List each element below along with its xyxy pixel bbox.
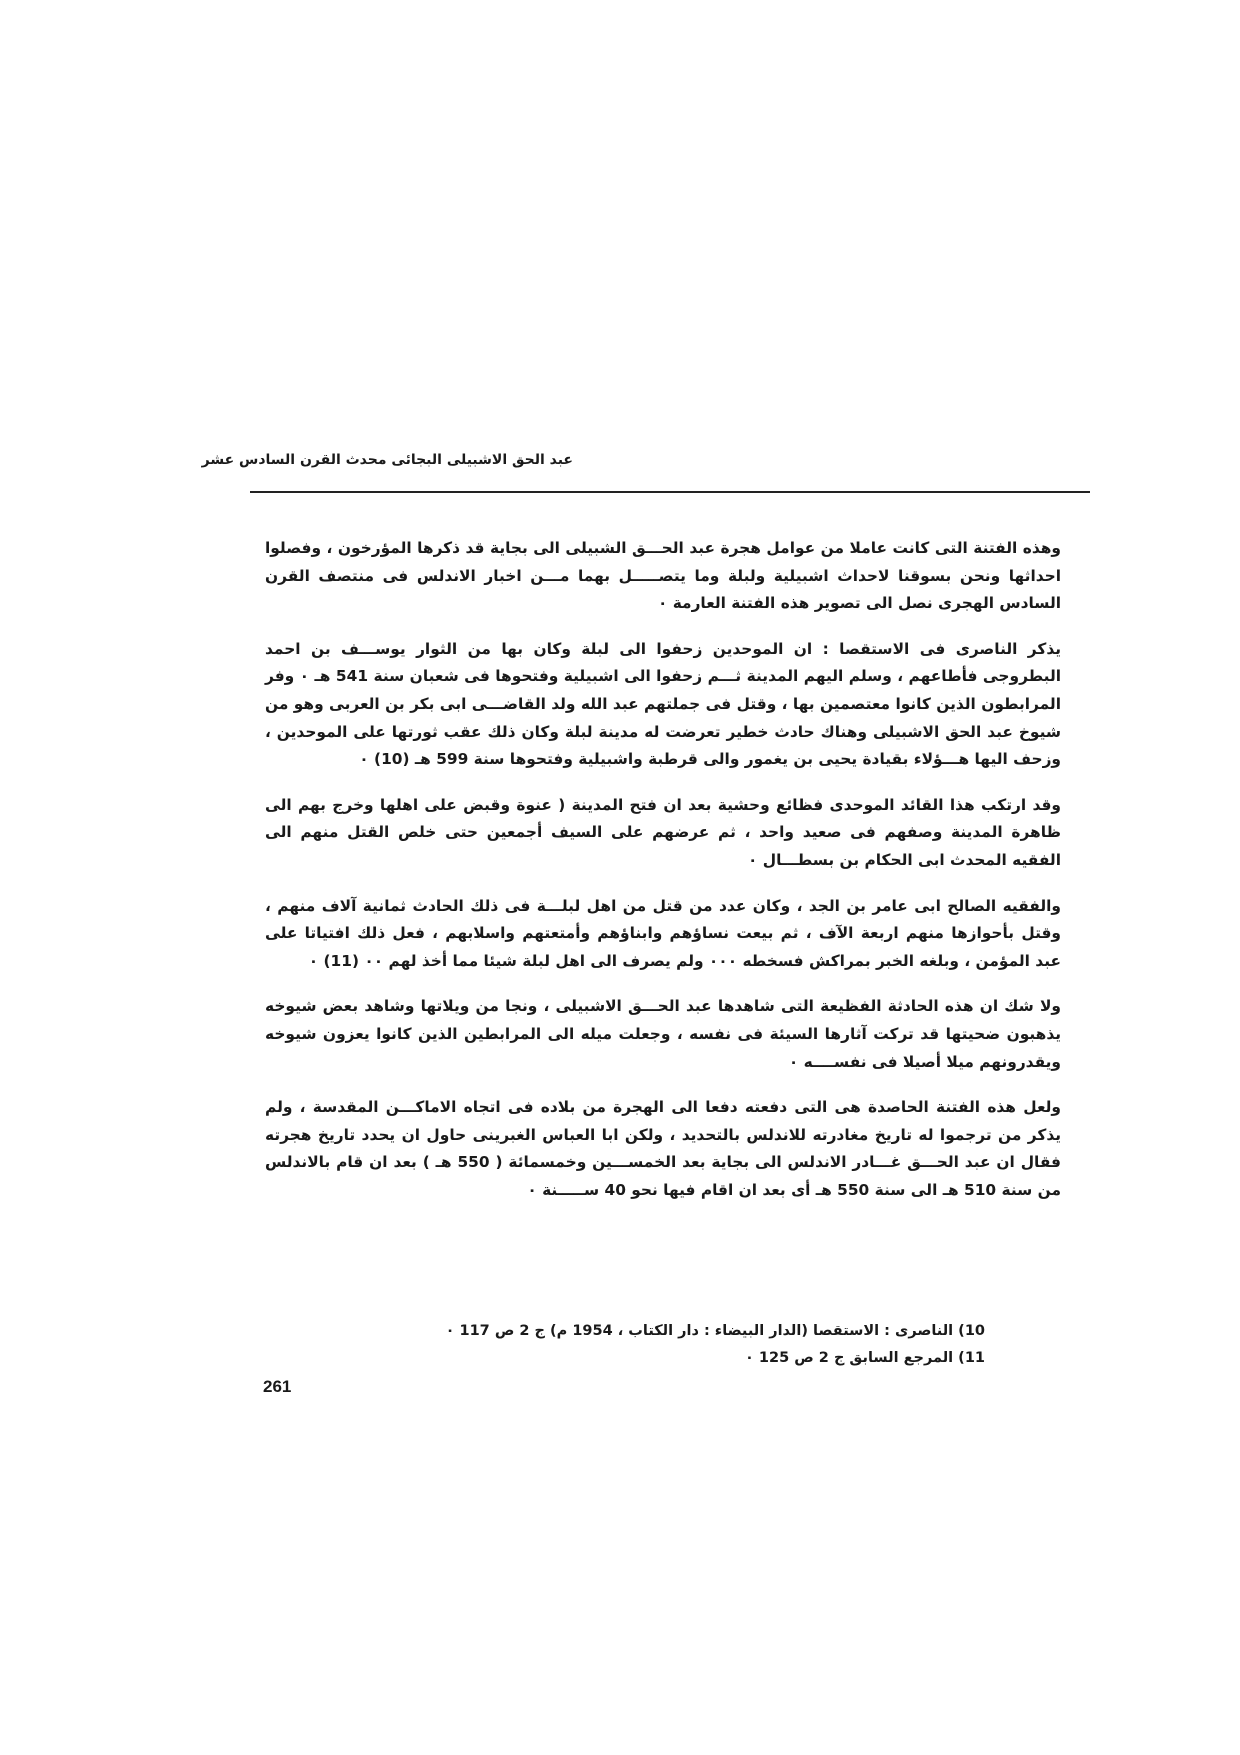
header-rule: [250, 491, 1090, 493]
footnote: 11) المرجع السابق ج 2 ص 125 ٠: [744, 1350, 985, 1366]
main-text: [265, 535, 1061, 1222]
paragraph: ولا شك ان هذه الحادثة الفظيعة التى شاهدها عبد الحـــق الاشبيلى ، ونجا من ويلاتها وشاهد بعض شيوخه يذهبون ضحيتها قد تركت آثارها السيئة فى نفسه ، وجعلت ميله الى المرابطين الذين كانوا يعزون شيوخه ويقدرونهم ميلا أصيلا فى نفســــه ٠: [265, 997, 1061, 1071]
footnotes: [265, 1318, 985, 1372]
paragraph: وقد ارتكب هذا القائد الموحدى فظائع وحشية بعد ان فتح المدينة ( عنوة وقبض على اهلها وخرج بهم الى ظاهرة المدينة وصفهم فى صعيد واحد ، ثم عرضهم على السيف أجمعين حتى خلص القتل منهم الى الفقيه المحدث ابى الحكام بن بسطـــال ٠: [265, 795, 1061, 869]
paragraph: يذكر الناصرى فى الاستقصا : ان الموحدين زحفوا الى لبلة وكان بها من الثوار يوســـف بن احمد البطروجى فأطاعهم ، وسلم اليهم المدينة ثـــم زحفوا الى اشبيلية وفتحوها فى شعبان سنة 541 هـ ٠ وفر المرابطون الذين كانوا معتصمين بها ، وقتل فى جملتهم عبد الله ولد القاضـــى ابى بكر بن العربى وهو من شيوخ عبد الحق الاشبيلى وهناك حادث خطير تعرضت له مدينة لبلة وكان ذلك عقب ثورتها على الموحدين ، وزحف اليها هـــؤلاء بقيادة يحيى بن يغمور والى قرطبة واشبيلية وفتحوها سنة 599 هـ (10) ٠: [265, 639, 1061, 769]
paragraph: ولعل هذه الفتنة الحاصدة هى التى دفعته دفعا الى الهجرة من بلاده فى اتجاه الاماكـــن المقدسة ، ولم يذكر من ترجموا له تاريخ مغادرته للاندلس بالتحديد ، ولكن ابا العباس الغبرينى حاول ان يحدد تاريخ هجرته فقال ان عبد الحـــق غـــادر الاندلس الى بجاية بعد الخمســـين وخمسمائة ( 550 هـ ) بعد ان قام بالاندلس من سنة 510 هـ الى سنة 550 هـ أى بعد ان اقام فيها نحو 40 ســـــنة ٠: [265, 1098, 1061, 1199]
paragraph: وهذه الفتنة التى كانت عاملا من عوامل هجرة عبد الحـــق الشبيلى الى بجاية قد ذكرها المؤرخون ، وفصلوا احداثها ونحن بسوقنا لاحداث اشبيلية ولبلة وما يتصـــــل بهما مـــن اخبار الاندلس فى منتصف القرن السادس الهجرى نصل الى تصوير هذه الفتنة العارمة ٠: [265, 539, 1061, 613]
page-number: 261: [263, 1377, 292, 1396]
paragraph: والفقيه الصالح ابى عامر بن الجد ، وكان عدد من قتل من اهل لبلـــة فى ذلك الحادث ثمانية آلاف منهم ، وقتل بأحوازها منهم اربعة الآف ، ثم بيعت نساؤهم وابناؤهم وأمتعتهم واسلابهم ، فعل ذلك افتياتا على عبد المؤمن ، وبلغه الخبر بمراكش فسخطه ٠٠٠ ولم يصرف الى اهل لبلة شيئا مما أخذ لهم ٠٠ (11) ٠: [265, 896, 1061, 970]
running-header: عبد الحق الاشبيلى البجائى محدث القرن السادس عشر: [201, 452, 573, 468]
footnote: 10) الناصرى : الاستقصا (الدار البيضاء : دار الكتاب ، 1954 م) ج 2 ص 117 ٠: [445, 1323, 985, 1339]
